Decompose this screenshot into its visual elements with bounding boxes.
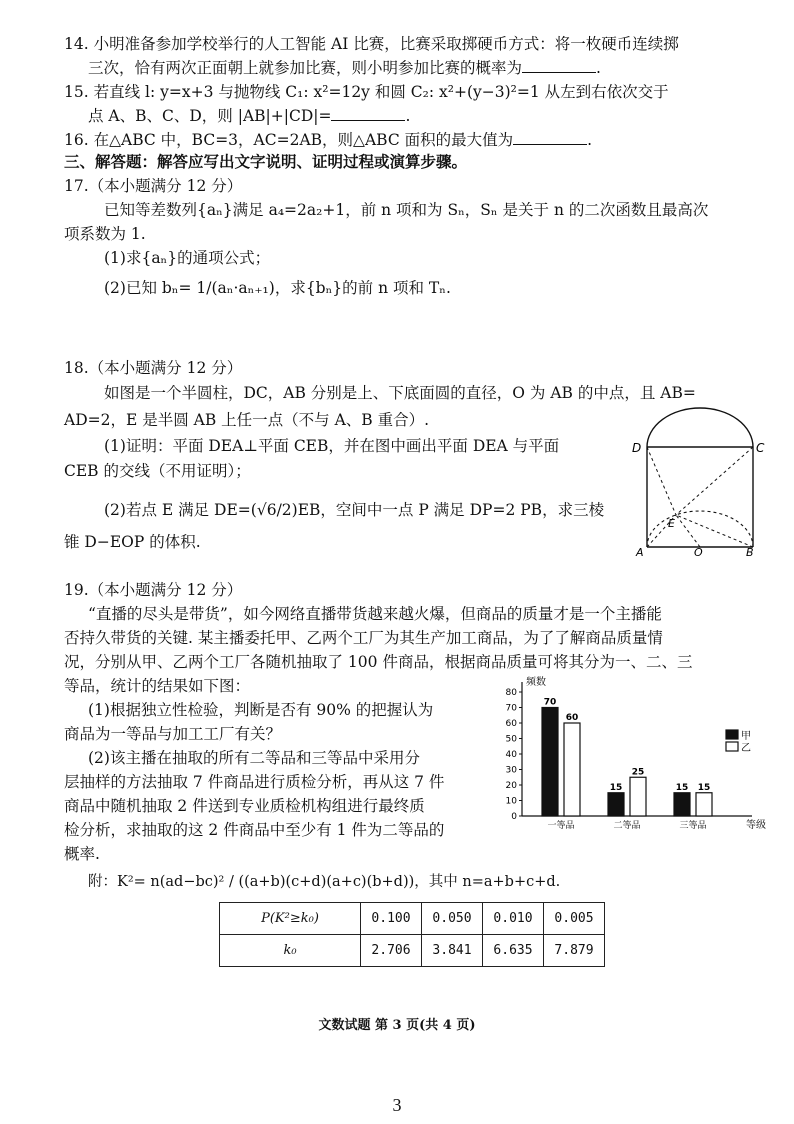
legend-label: 甲 (741, 731, 751, 742)
y-tick-label: 0 (511, 812, 517, 822)
q18-heading: 18.（本小题满分 12 分） (64, 359, 243, 377)
q17-part2: (2)已知 bₙ= 1/(aₙ·aₙ₊₁)，求{bₙ}的前 n 项和 Tₙ. (104, 279, 451, 297)
bar-value-label: 25 (631, 767, 645, 778)
bar-乙 (564, 723, 580, 816)
q15-line2: 点 A、B、C、D，则 |AB|+|CD|= . (88, 107, 411, 125)
y-tick-label: 80 (505, 688, 517, 698)
q15-line1: 15. 若直线 l: y=x+3 与抛物线 C₁: x²=12y 和圆 C₂: x²+(y−3)²=1 从左到右依次交于 (64, 83, 669, 101)
q19-part2a: (2)该主播在抽取的所有二等品和三等品中采用分 (88, 749, 420, 767)
page-number: 3 (392, 1095, 402, 1115)
point-label-c: C (756, 441, 765, 455)
bar-乙 (630, 777, 646, 816)
edge-oe (676, 515, 700, 547)
q17-part1: (1)求{aₙ}的通项公式； (104, 249, 271, 267)
x-tick-label: 三等品 (679, 821, 707, 831)
q16-line: 16. 在△ABC 中，BC=3，AC=2AB，则△ABC 面积的最大值为 . (64, 131, 593, 149)
point-label-b: B (746, 546, 754, 557)
x-tick-label: 一等品 (547, 821, 575, 831)
bar-甲 (608, 793, 624, 816)
q18-part1a: (1)证明：平面 DEA⊥平面 CEB，并在图中画出平面 DEA 与平面 (104, 437, 560, 455)
edge-ce (676, 447, 753, 515)
critical-value-table (219, 902, 605, 967)
x-axis-label: 等级 (746, 820, 766, 831)
q19-part2c: 商品中随机抽取 2 件送到专业质检机构组进行最终质 (64, 797, 425, 815)
q15-answer-blank (331, 106, 405, 121)
q19-line1: “直播的尽头是带货”，如今网络直播带货越来越火爆，但商品的质量才是一个主播能 (88, 605, 662, 623)
q17-line1: 已知等差数列{aₙ}满足 a₄=2a₂+1，前 n 项和为 Sₙ，Sₙ 是关于 n 的二次函数且最高次 (104, 201, 709, 219)
y-tick-label: 10 (505, 796, 517, 807)
y-axis-label: 频数 (526, 677, 546, 688)
point-label-o: O (694, 546, 703, 557)
y-tick-label: 50 (505, 734, 517, 745)
q18-line1: 如图是一个半圆柱，DC，AB 分别是上、下底面圆的直径，O 为 AB 的中点，且 AB= (104, 384, 696, 402)
q19-part2e: 概率. (64, 845, 100, 863)
table-row (220, 935, 605, 967)
q19-part1b: 商品为一等品与加工工厂有关？ (64, 725, 282, 743)
k2-formula: 附：K²= n(ad−bc)² / ((a+b)(c+d)(a+c)(b+d))，其中 n=a+b+c+d. (88, 874, 561, 890)
bar-value-label: 70 (543, 697, 557, 708)
q15-text: 点 A、B、C、D，则 |AB|+|CD|= (88, 107, 332, 125)
point-label-e: E (668, 517, 675, 530)
q18-line2: AD=2，E 是半圆 AB 上任一点（不与 A、B 重合）. (64, 411, 430, 429)
table-row1-label: P(K²≥k₀) (220, 903, 361, 935)
q19-line2: 否持久带货的关键. 某主播委托甲、乙两个工厂为其生产加工商品，为了了解商品质量情 (64, 629, 663, 647)
table-row (220, 903, 605, 935)
point-label-a: A (636, 546, 644, 557)
point-label-d: D (632, 441, 642, 455)
y-tick-label: 20 (505, 781, 517, 791)
bar-value-label: 15 (697, 782, 711, 793)
half-cylinder-figure (628, 405, 766, 557)
q18-part2b: 锥 D−EOP 的体积. (64, 533, 201, 551)
q18-part2a: (2)若点 E 满足 DE=(√6/2)EB，空间中一点 P 满足 DP=2 PB，求三棱 (104, 501, 605, 519)
q17-heading: 17.（本小题满分 12 分） (64, 177, 243, 195)
y-tick-label: 40 (505, 750, 517, 760)
table-cell: 2.706 (361, 935, 422, 967)
bar-value-label: 15 (675, 782, 689, 793)
q16-answer-blank (513, 130, 587, 145)
bar-甲 (674, 793, 690, 816)
legend-swatch-乙 (726, 742, 738, 751)
q16-text: 16. 在△ABC 中，BC=3，AC=2AB，则△ABC 面积的最大值为 (64, 131, 514, 149)
section-3-heading: 三、解答题：解答应写出文字说明、证明过程或演算步骤。 (64, 152, 468, 171)
q14-answer-blank (522, 58, 596, 73)
q17-line2: 项系数为 1. (64, 225, 146, 243)
q14-line2: 三次，恰有两次正面朝上就参加比赛，则小明参加比赛的概率为 . (88, 59, 601, 77)
table-row2-label: k₀ (220, 935, 361, 967)
quality-bar-chart (500, 676, 770, 834)
q14-line1: 14. 小明准备参加学校举行的人工智能 AI 比赛，比赛采取掷硬币方式：将一枚硬币连续掷 (64, 35, 679, 53)
table-cell: 3.841 (422, 935, 483, 967)
bar-乙 (696, 793, 712, 816)
y-tick-label: 70 (505, 703, 517, 714)
legend-label: 乙 (741, 743, 751, 754)
bar-value-label: 60 (565, 713, 579, 723)
y-tick-label: 30 (505, 765, 517, 776)
table-cell: 0.005 (544, 903, 605, 935)
q18-part1b: CEB 的交线（不用证明）； (64, 462, 251, 480)
q19-line4: 等品，统计的结果如下图： (64, 677, 251, 695)
table-cell: 0.100 (361, 903, 422, 935)
bar-value-label: 15 (609, 782, 623, 793)
q14-text: 三次，恰有两次正面朝上就参加比赛，则小明参加比赛的概率为 (88, 59, 523, 77)
top-semicircle (647, 408, 753, 447)
bar-甲 (542, 708, 558, 817)
legend-swatch-甲 (726, 730, 738, 739)
q19-part1a: (1)根据独立性检验，判断是否有 90% 的把握认为 (88, 701, 434, 719)
table-cell: 6.635 (483, 935, 544, 967)
x-tick-label: 二等品 (613, 821, 641, 831)
table-cell: 0.010 (483, 903, 544, 935)
page-footer: 文数试题 第 3 页(共 4 页) (318, 1018, 476, 1033)
q19-line3: 况，分别从甲、乙两个工厂各随机抽取了 100 件商品，根据商品质量可将其分为一、二、三 (64, 653, 693, 671)
table-cell: 0.050 (422, 903, 483, 935)
q19-part2b: 层抽样的方法抽取 7 件商品进行质检分析，再从这 7 件 (64, 773, 445, 791)
q19-heading: 19.（本小题满分 12 分） (64, 581, 243, 599)
table-cell: 7.879 (544, 935, 605, 967)
q19-part2d: 检分析，求抽取的这 2 件商品中至少有 1 件为二等品的 (64, 821, 445, 839)
edge-de (647, 447, 676, 515)
y-tick-label: 60 (505, 719, 517, 729)
